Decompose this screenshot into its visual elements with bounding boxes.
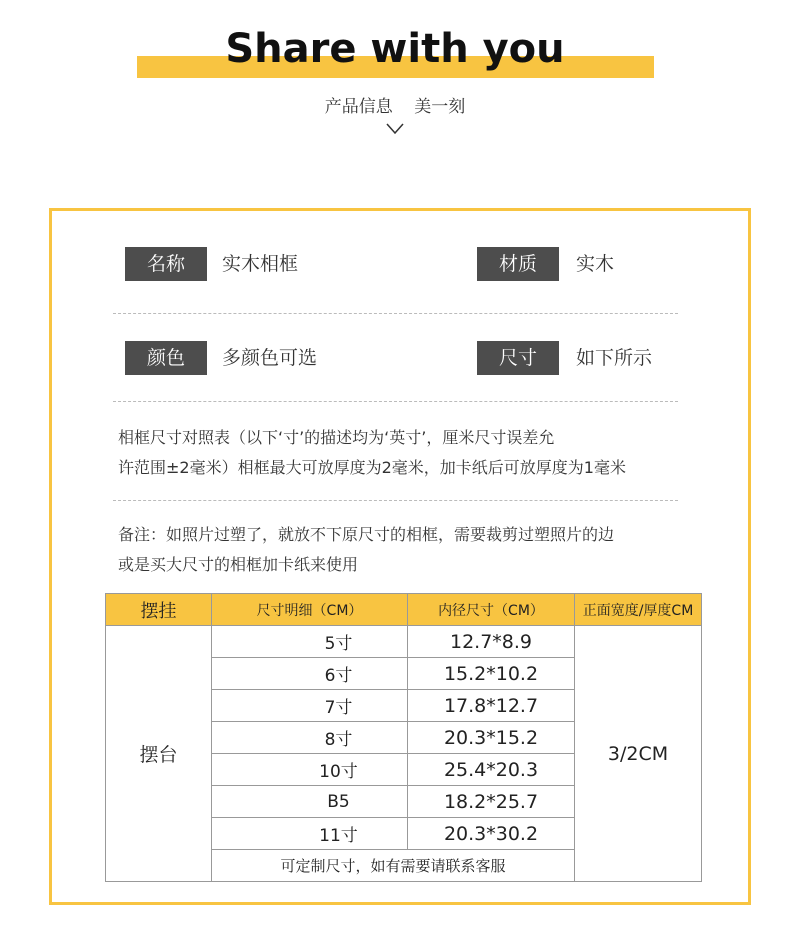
color-value: 多颜色可选 <box>222 347 318 369</box>
inner-cell: 17.8*12.7 <box>408 690 575 722</box>
header-size-detail: 尺寸明细（CM） <box>212 594 408 626</box>
width-thickness-cell: 3/2CM <box>575 626 702 882</box>
chevron-down-icon <box>385 122 405 136</box>
name-label: 名称 <box>125 247 207 281</box>
inner-cell: 12.7*8.9 <box>408 626 575 658</box>
name-value: 实木相框 <box>222 253 299 275</box>
divider <box>113 500 678 501</box>
subtitle-product-info: 产品信息 <box>324 97 393 117</box>
inner-cell: 18.2*25.7 <box>408 786 575 818</box>
table-row <box>106 626 702 658</box>
size-value: 如下所示 <box>576 347 653 369</box>
material-value: 实木 <box>576 253 615 275</box>
subtitle-brand: 美一刻 <box>414 97 466 117</box>
inner-cell: 20.3*30.2 <box>408 818 575 850</box>
remark-line: 或是买大尺寸的相框加卡纸来使用 <box>118 555 359 574</box>
type-cell: 摆台 <box>106 626 212 882</box>
inner-cell: 25.4*20.3 <box>408 754 575 786</box>
material-label: 材质 <box>477 247 559 281</box>
divider <box>113 313 678 314</box>
inner-cell: 15.2*10.2 <box>408 658 575 690</box>
size-cell: 5寸 <box>212 626 408 658</box>
color-label: 颜色 <box>125 341 207 375</box>
header-width-thickness: 正面宽度/厚度CM <box>575 594 702 626</box>
size-cell: 6寸 <box>212 658 408 690</box>
size-cell: 7寸 <box>212 690 408 722</box>
size-description-line: 许范围±2毫米）相框最大可放厚度为2毫米，加卡纸后可放厚度为1毫米 <box>118 458 626 477</box>
size-cell: 8寸 <box>212 722 408 754</box>
remark-line: 备注：如照片过塑了，就放不下原尺寸的相框，需要裁剪过塑照片的边 <box>118 525 615 544</box>
size-cell: 10寸 <box>212 754 408 786</box>
size-description-line: 相框尺寸对照表（以下‘寸’的描述均为‘英寸’，厘米尺寸误差允 <box>118 428 555 447</box>
size-label: 尺寸 <box>477 341 559 375</box>
size-table <box>105 593 702 882</box>
subtitle <box>0 92 790 117</box>
size-cell: B5 <box>212 786 408 818</box>
remark <box>118 520 718 580</box>
table-header-row <box>106 594 702 626</box>
divider <box>113 401 678 402</box>
header-type: 摆挂 <box>106 594 212 626</box>
custom-size-note: 可定制尺寸，如有需要请联系客服 <box>212 850 575 882</box>
size-description <box>118 423 718 483</box>
inner-cell: 20.3*15.2 <box>408 722 575 754</box>
header-inner-size: 内径尺寸（CM） <box>408 594 575 626</box>
page-title: Share with you <box>225 26 565 72</box>
size-cell: 11寸 <box>212 818 408 850</box>
